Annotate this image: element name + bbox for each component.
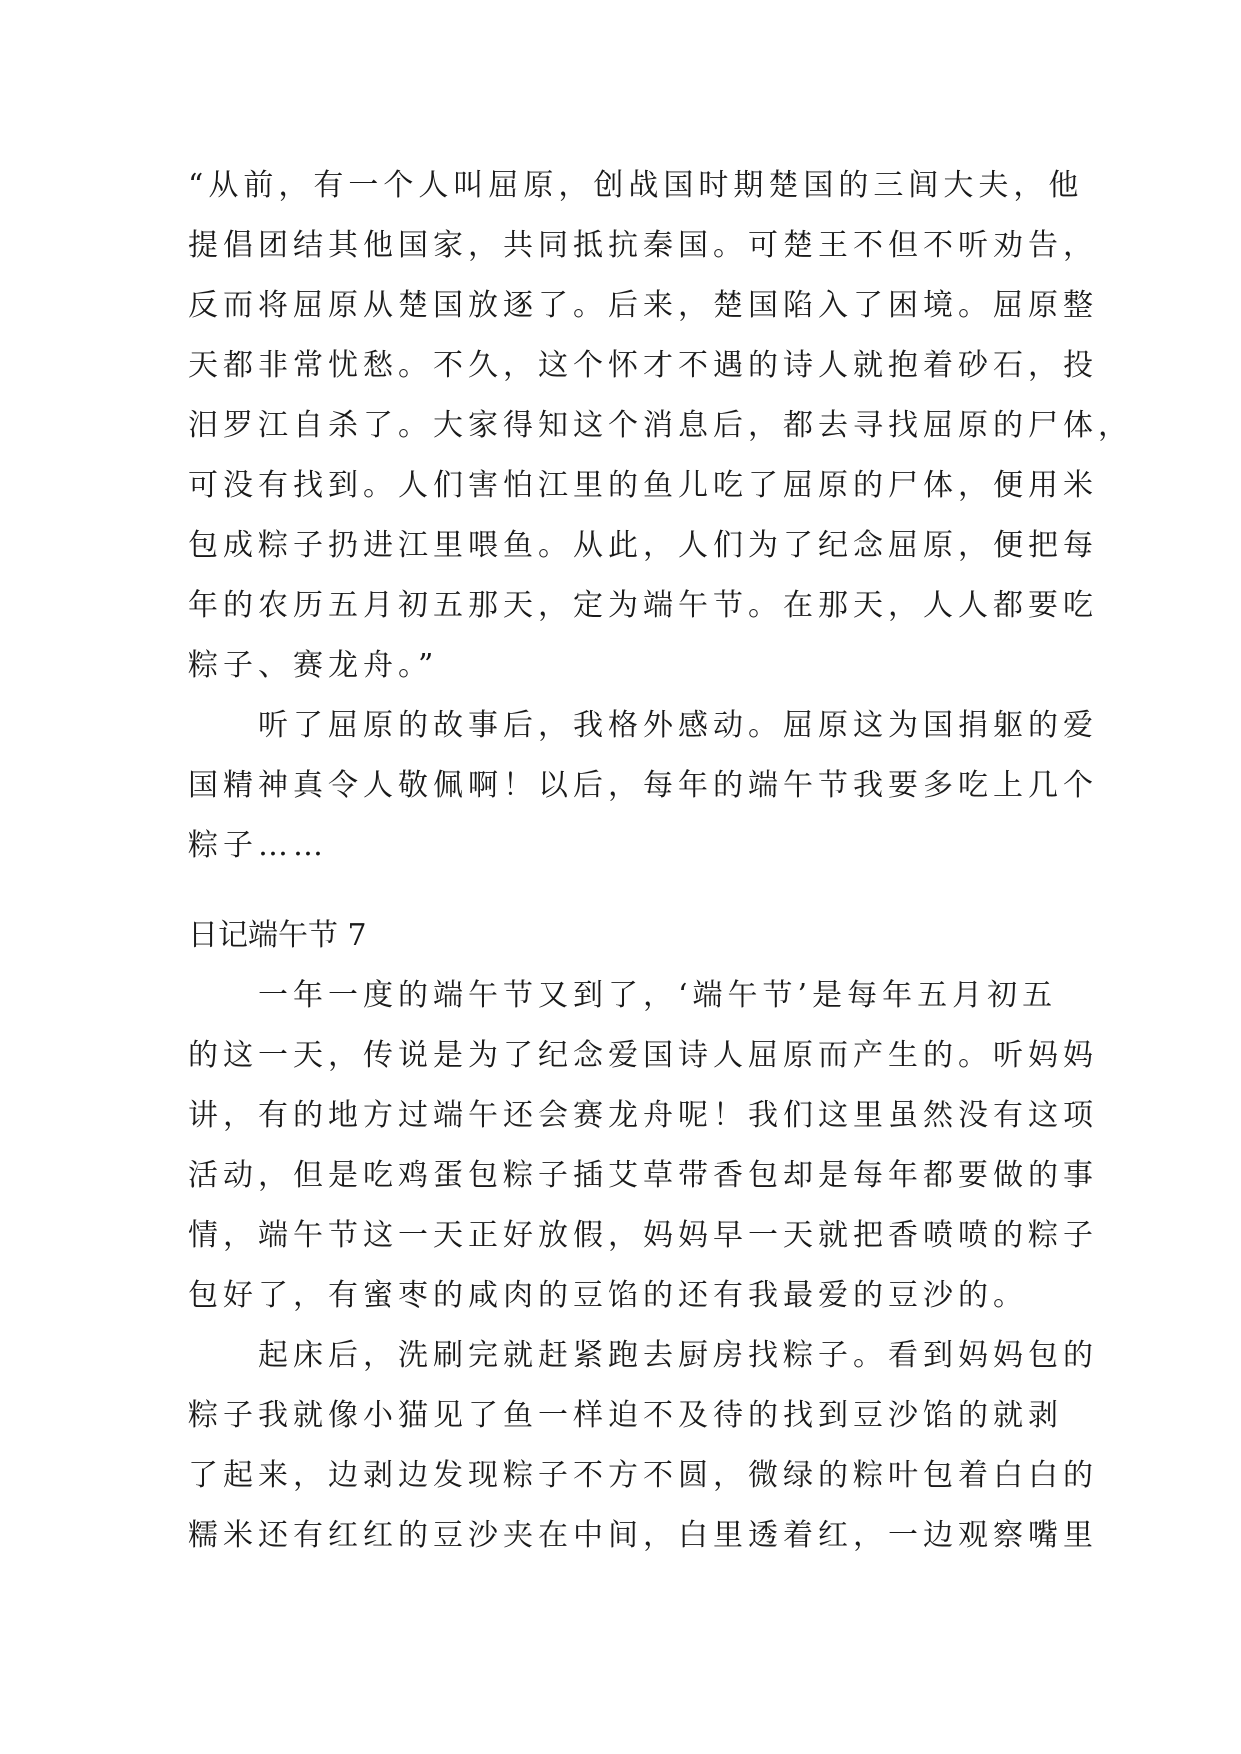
text-line: “从前，有一个人叫屈原，创战国时期楚国的三闾大夫，他 — [188, 168, 1084, 203]
text-line: 粽子我就像小猫见了鱼一样迫不及待的找到豆沙馅的就剥 — [188, 1398, 1063, 1433]
text-line: 情，端午节这一天正好放假，妈妈早一天就把香喷喷的粽子 — [188, 1218, 1098, 1253]
text-line: 反而将屈原从楚国放逐了。后来，楚国陷入了困境。屈原整 — [188, 288, 1098, 323]
text-line: 国精神真令人敬佩啊！以后，每年的端午节我要多吃上几个 — [188, 768, 1098, 803]
text-line: 起床后，洗刷完就赶紧跑去厨房找粽子。看到妈妈包的 — [188, 1338, 1098, 1373]
text-line: 粽子…… — [188, 828, 328, 863]
diary-entry — [188, 906, 1098, 1566]
text-line: 年的农历五月初五那天，定为端午节。在那天，人人都要吃 — [188, 588, 1098, 623]
text-line: 糯米还有红红的豆沙夹在中间，白里透着红，一边观察嘴里 — [188, 1518, 1098, 1553]
text-line: 包好了，有蜜枣的咸肉的豆馅的还有我最爱的豆沙的。 — [188, 1278, 1028, 1313]
text-line: 一年一度的端午节又到了，‘端午节’是每年五月初五 — [188, 978, 1058, 1013]
text-line: 的这一天，传说是为了纪念爱国诗人屈原而产生的。听妈妈 — [188, 1038, 1098, 1073]
text-line: 了起来，边剥边发现粽子不方不圆，微绿的粽叶包着白白的 — [188, 1458, 1098, 1493]
story-passage — [188, 156, 1133, 876]
text-line: 汨罗江自杀了。大家得知这个消息后，都去寻找屈原的尸体， — [188, 408, 1133, 443]
text-line: 天都非常忧愁。不久，这个怀才不遇的诗人就抱着砂石，投 — [188, 348, 1098, 383]
text-line: 讲，有的地方过端午还会赛龙舟呢！我们这里虽然没有这项 — [188, 1098, 1098, 1133]
text-line: 包成粽子扔进江里喂鱼。从此，人们为了纪念屈原，便把每 — [188, 528, 1098, 563]
text-line: 听了屈原的故事后，我格外感动。屈原这为国捐躯的爱 — [188, 708, 1098, 743]
text-line: 活动，但是吃鸡蛋包粽子插艾草带香包却是每年都要做的事 — [188, 1158, 1098, 1193]
text-line: 粽子、赛龙舟。” — [188, 648, 439, 683]
text-line: 可没有找到。人们害怕江里的鱼儿吃了屈原的尸体，便用米 — [188, 468, 1098, 503]
text-line: 提倡团结其他国家，共同抵抗秦国。可楚王不但不听劝告， — [188, 228, 1098, 263]
section-title: 日记端午节 7 — [188, 918, 367, 953]
